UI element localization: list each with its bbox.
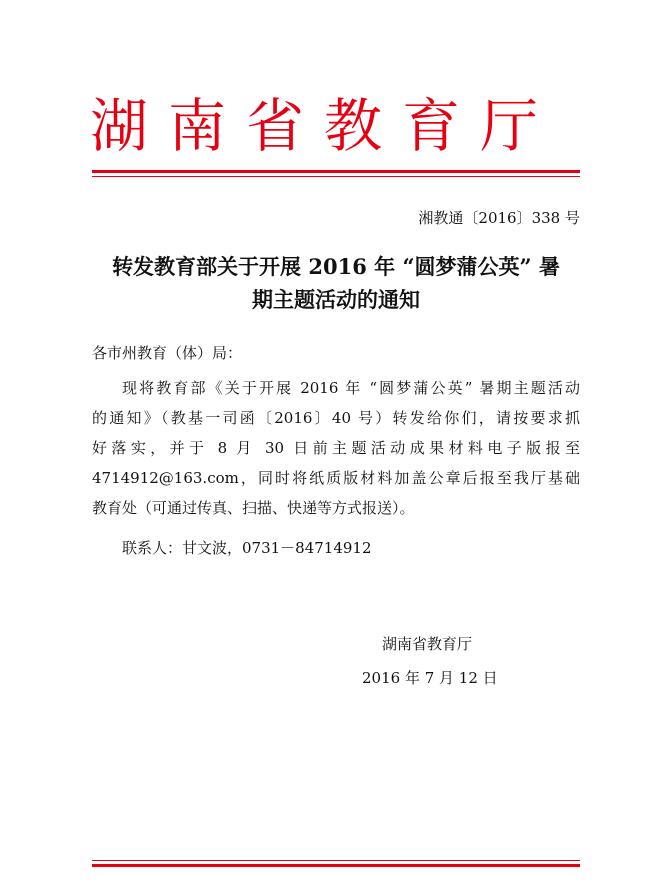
body-line: 的通知》（教基一司函〔2016〕40 号）转发给你们，请按要求抓: [92, 409, 580, 427]
body-paragraph: [92, 373, 580, 523]
document-number: 湘教通〔2016〕338 号: [418, 209, 580, 227]
footer-rule-thick: [92, 864, 580, 867]
signature-organization: 湖南省教育厅: [382, 635, 473, 653]
header-rule-thick: [92, 170, 580, 173]
contact-info: 联系人：甘文波，0731－84714912: [122, 539, 372, 557]
footer-rule-thin: [92, 860, 580, 861]
document-title: [92, 250, 580, 316]
body-line: 教育处（可通过传真、扫描、快递等方式报送）。: [92, 499, 415, 517]
signature-date: 2016 年 7 月 12 日: [362, 669, 498, 687]
issuing-organization-title: 湖南省教育厅: [90, 92, 559, 160]
salutation: 各市州教育（体）局：: [92, 344, 243, 362]
body-line: 好落实，并于 8 月 30 日前主题活动成果材料电子版报至: [92, 439, 580, 457]
header-rule-thin: [92, 176, 580, 177]
document-title-line: 期主题活动的通知: [252, 287, 420, 312]
body-line: 现将教育部《关于开展 2016 年 “圆梦蒲公英” 暑期主题活动: [122, 379, 580, 397]
body-line: 4714912@163.com，同时将纸质版材料加盖公章后报至我厅基础: [92, 469, 580, 487]
document-title-line: 转发教育部关于开展 2016 年 “圆梦蒲公英” 暑: [112, 254, 560, 279]
